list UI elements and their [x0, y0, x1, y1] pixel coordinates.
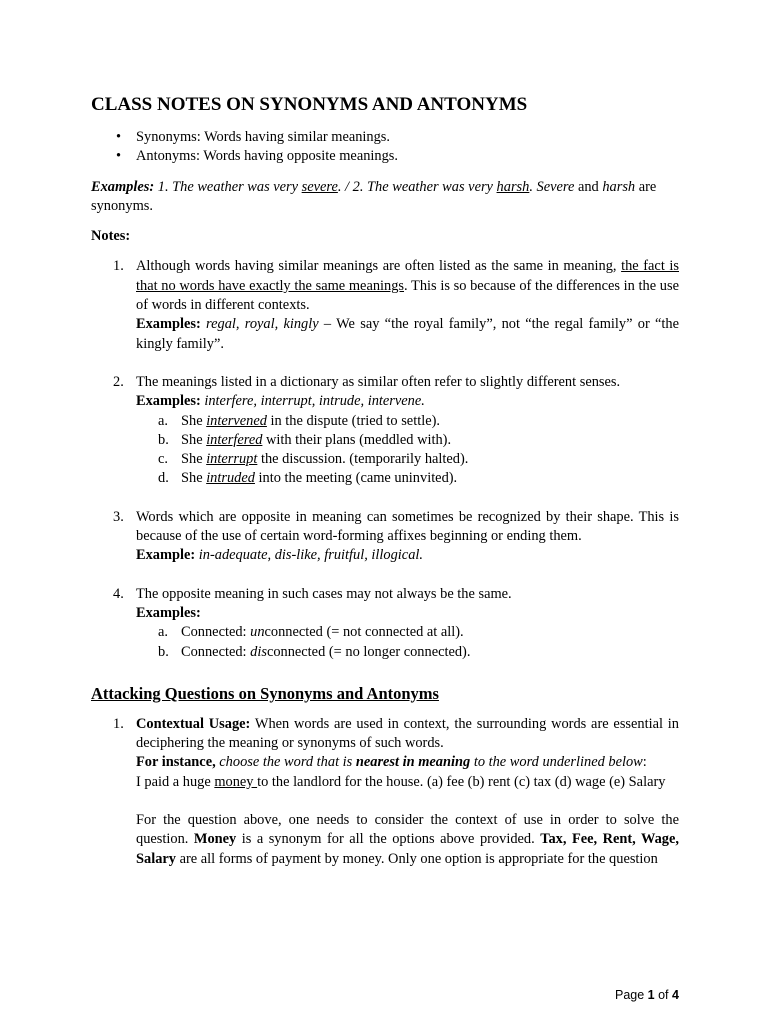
list-item — [91, 128, 679, 147]
list-item — [91, 147, 679, 166]
examples-text: are synonyms. — [91, 178, 657, 214]
bullet-icon: • — [116, 129, 122, 145]
sub-text: She — [181, 470, 207, 487]
item-letter: b. — [158, 431, 169, 448]
examples-label: Examples: — [91, 178, 155, 195]
sub-list-item — [136, 450, 679, 469]
examples-text: . — [529, 178, 537, 195]
examples-label: Example: — [136, 547, 199, 564]
item-letter: b. — [158, 643, 169, 660]
instruction-text: to the word underlined below — [470, 754, 643, 771]
underlined-text: the fact is that no words have exactly the same meanings — [136, 258, 679, 294]
attack-list — [91, 715, 679, 869]
italic-word: Severe — [536, 178, 575, 195]
item-number: 2. — [113, 373, 124, 390]
definition-list — [91, 128, 679, 167]
item-number: 4. — [113, 585, 124, 602]
current-page-number: 1 — [647, 988, 655, 1002]
examples-italic: interfere, interrupt, intrude, intervene. — [204, 393, 425, 410]
contextual-usage-label: Contextual Usage: — [136, 715, 251, 732]
sub-text: Connected: — [181, 643, 251, 660]
question-text: I paid a huge — [136, 773, 215, 790]
item-letter: a. — [158, 624, 168, 641]
sub-list-item — [136, 469, 679, 488]
bold-term: Tax, Fee, Rent, Wage, Salary — [136, 831, 679, 867]
for-instance-label: For instance, — [136, 754, 216, 771]
item-number: 3. — [113, 508, 124, 525]
sub-list — [136, 623, 679, 662]
examples-italic: in-adequate, dis-like, fruitful, illogical. — [198, 547, 423, 564]
list-item — [91, 257, 679, 353]
note-text: Although words having similar meanings are often listed as the same in meaning, — [136, 258, 622, 275]
sub-text: the discussion. (temporarily halted). — [257, 451, 469, 468]
list-item — [91, 585, 679, 662]
examples-paragraph — [91, 178, 679, 217]
italic-word: harsh — [602, 178, 636, 195]
explanation-text: are all forms of payment by money. Only one option is appropriate for the question — [175, 850, 658, 867]
item-number: 1. — [113, 715, 124, 732]
italic-prefix: un — [250, 624, 265, 641]
definition-antonyms: Antonyms: Words having opposite meanings. — [136, 148, 398, 165]
spacer — [91, 566, 679, 585]
page-label: Page — [615, 988, 648, 1002]
sub-text: She — [181, 412, 207, 429]
note-text: Words which are opposite in meaning can sometimes be recognized by their shape. This is because of the use of certain word-forming affixes beginning or ending them. — [136, 508, 679, 545]
notes-list — [91, 257, 679, 661]
notes-heading: Notes: — [91, 228, 131, 245]
spacer — [91, 354, 679, 373]
examples-text: and — [574, 178, 603, 195]
examples-label: Examples: — [136, 393, 205, 410]
examples-label: Examples: — [136, 604, 201, 621]
sub-list — [136, 412, 679, 489]
underlined-word: money — [214, 773, 258, 790]
list-item — [91, 508, 679, 566]
instruction-text: choose the word that is — [215, 754, 356, 771]
examples-label: Examples: — [136, 316, 207, 333]
examples-text: – We say “the royal family”, not “the regal family” or “the kingly family”. — [136, 316, 679, 352]
spacer — [136, 792, 679, 811]
page-title: CLASS NOTES ON SYNONYMS AND ANTONYMS — [91, 94, 528, 115]
attack-text: When words are used in context, the surrounding words are essential in deciphering the meaning or synonyms of such words. — [136, 715, 679, 752]
item-number: 1. — [113, 258, 124, 275]
page-of-label: of — [654, 988, 672, 1002]
explanation-text: For the question above, one needs to consider the context of use in order to solve the question. — [136, 812, 679, 848]
explanation-text: is a synonym for all the options above provided. — [236, 831, 541, 848]
sub-list-item — [136, 643, 679, 662]
sub-text: into the meeting (came uninvited). — [254, 470, 458, 487]
sub-text: in the dispute (tried to settle). — [266, 412, 440, 429]
underlined-word: harsh — [496, 178, 530, 195]
list-item — [91, 373, 679, 489]
sub-text: connected (= no longer connected). — [266, 643, 471, 660]
instruction-colon: : — [642, 754, 647, 771]
examples-text: 1. The weather was very — [154, 178, 302, 195]
sub-text: She — [181, 451, 207, 468]
underlined-word: severe — [301, 178, 338, 195]
examples-italic: regal, royal, kingly — [206, 316, 319, 333]
item-letter: d. — [158, 470, 169, 487]
page-footer — [615, 988, 679, 1002]
sub-text: Connected: — [181, 624, 251, 641]
note-text: The opposite meaning in such cases may not always be the same. — [136, 585, 512, 602]
explanation-paragraph — [136, 811, 679, 869]
spacer — [91, 489, 679, 508]
note-text: . This is so because of the differences in the use of words in different contexts. — [136, 277, 679, 314]
sub-text: She — [181, 431, 207, 448]
question-text: to the landlord for the house. (a) fee (b) rent (c) tax (d) wage (e) Salary — [257, 773, 666, 790]
item-letter: a. — [158, 412, 168, 429]
underlined-word: intruded — [206, 470, 255, 487]
total-page-count: 4 — [672, 988, 679, 1002]
underlined-word: interrupt — [206, 451, 258, 468]
sub-text: with their plans (meddled with). — [262, 431, 452, 448]
page-content — [91, 93, 679, 869]
underlined-word: intervened — [206, 412, 267, 429]
instruction-emphasis: nearest in meaning — [355, 754, 471, 771]
definition-synonyms: Synonyms: Words having similar meanings. — [136, 129, 390, 145]
underlined-word: interfered — [206, 431, 263, 448]
examples-text: . / 2. The weather was very — [337, 178, 497, 195]
section-heading: Attacking Questions on Synonyms and Antonyms — [91, 683, 439, 703]
item-letter: c. — [158, 451, 168, 468]
bold-term: Money — [193, 831, 237, 848]
sub-list-item — [136, 431, 679, 450]
sub-text: connected (= not connected at all). — [264, 624, 464, 641]
sub-list-item — [136, 412, 679, 431]
note-text: The meanings listed in a dictionary as similar often refer to slightly different senses. — [136, 373, 621, 390]
list-item — [91, 715, 679, 869]
italic-prefix: dis — [250, 643, 267, 660]
sub-list-item — [136, 623, 679, 642]
bullet-icon: • — [116, 148, 122, 165]
